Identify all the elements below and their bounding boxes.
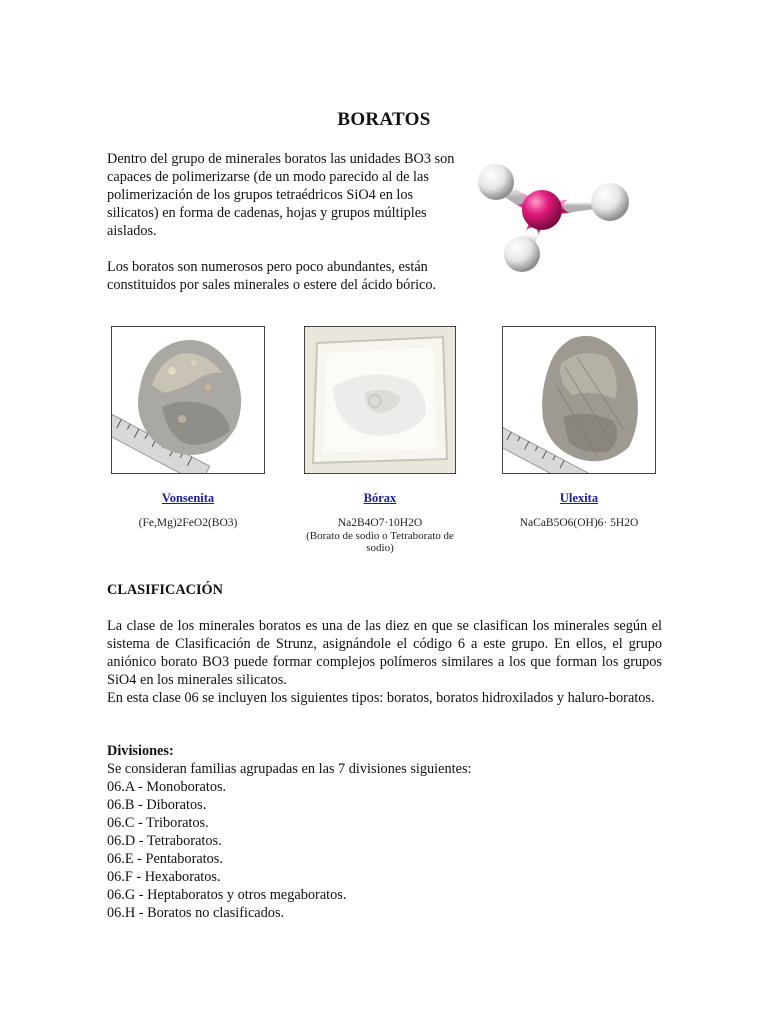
- division-item: 06.H - Boratos no clasificados.: [107, 905, 285, 921]
- classification-paragraph-1: La clase de los minerales boratos es una de las diez en que se clasifican los minerales según el sistema de Clasificación de Strunz, asignándole el código 6 a este grupo. En ellos, el grupo aniónico borato BO3 puede formar complejos polímeros similares a los que forman los grupos SiO4 en los minerales silicatos.: [107, 618, 662, 688]
- division-item: 06.F - Hexaboratos.: [107, 869, 221, 885]
- divisions-intro: Se consideran familias agrupadas en las 7 divisiones siguientes:: [107, 761, 472, 777]
- page-title: BORATOS: [337, 109, 431, 130]
- mineral-formula: Na2B4O7·10H2O: [337, 517, 423, 529]
- classification-paragraph-2: En esta clase 06 se incluyen los siguientes tipos: boratos, boratos hidroxilados y haluro-boratos.: [107, 690, 655, 706]
- intro-text: [107, 150, 467, 312]
- intro-paragraph-2: Los boratos son numerosos pero poco abundantes, están constituidos por sales minerales o estere del ácido bórico.: [107, 259, 437, 293]
- ulexita-photo: [502, 326, 656, 474]
- division-item: 06.A - Monoboratos.: [107, 779, 227, 795]
- borax-photo: [304, 326, 456, 474]
- division-item: 06.C - Triboratos.: [107, 815, 209, 831]
- classification-heading: CLASIFICACIÓN: [107, 582, 223, 598]
- bo3-molecule-icon: [470, 158, 632, 276]
- mineral-name-link[interactable]: Bórax: [363, 491, 397, 505]
- division-item: 06.D - Tetraboratos.: [107, 833, 222, 849]
- mineral-ulexita: [502, 326, 656, 529]
- mineral-name-link[interactable]: Vonsenita: [161, 491, 215, 505]
- intro-paragraph-1: Dentro del grupo de minerales boratos las unidades BO3 son capaces de polimerizarse (de un modo parecido al de las polimerización de los grupos tetraédricos SiO4 en los silicatos) en forma de cadenas, hojas y grupos múltiples aislados.: [107, 151, 455, 239]
- vonsenita-photo: [111, 326, 265, 474]
- mineral-borax: [300, 326, 460, 554]
- division-item: 06.G - Heptaboratos y otros megaboratos.: [107, 887, 347, 903]
- mineral-name-link[interactable]: Ulexita: [559, 491, 599, 505]
- division-item: 06.E - Pentaboratos.: [107, 851, 223, 867]
- mineral-formula: (Fe,Mg)2FeO2(BO3): [138, 517, 238, 529]
- divisions-heading: Divisiones:: [107, 743, 174, 759]
- division-item: 06.B - Diboratos.: [107, 797, 207, 813]
- divisions-section: [107, 742, 662, 922]
- divisions-list: [107, 778, 662, 922]
- mineral-formula: NaCaB5O6(OH)6· 5H2O: [519, 517, 639, 529]
- mineral-formula-note: (Borato de sodio o Tetraborato de sodio): [306, 530, 454, 554]
- classification-text: [107, 617, 662, 707]
- mineral-vonsenita: [111, 326, 265, 529]
